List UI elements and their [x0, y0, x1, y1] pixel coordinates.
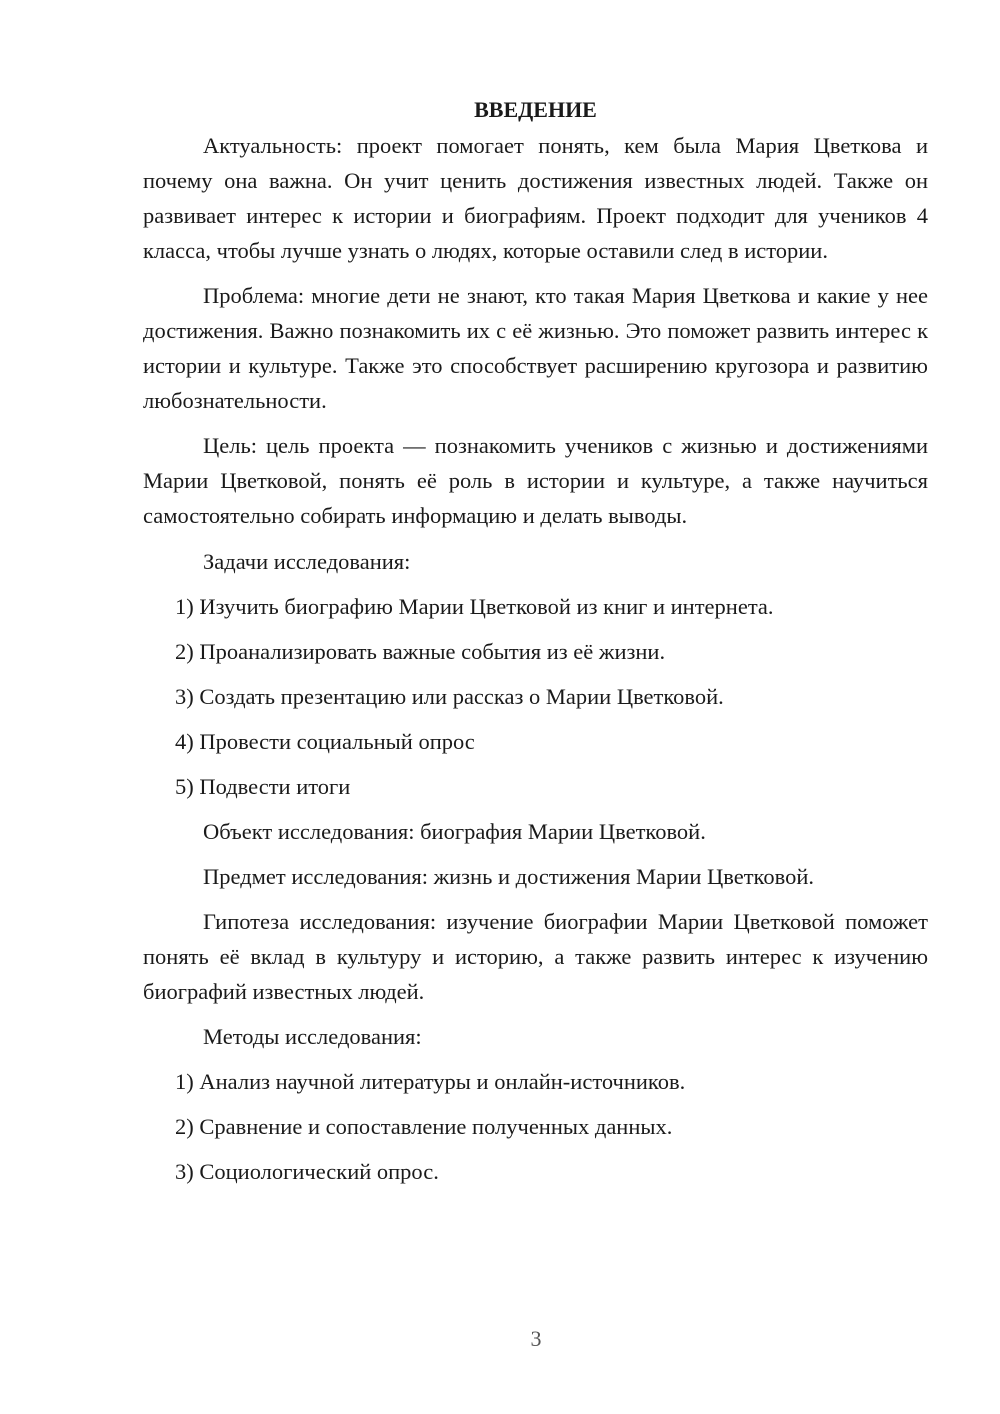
list-item: 2) Сравнение и сопоставление полученных данных.	[175, 1114, 673, 1139]
goal-paragraph: Цель: цель проекта — познакомить учеников с жизнью и достижениями Марии Цветковой, понять её роль в истории и культуре, а также научиться самостоятельно собирать информацию и делать выводы.	[143, 433, 928, 528]
page-number: 3	[530, 1326, 542, 1351]
section-heading: ВВЕДЕНИЕ	[474, 97, 597, 122]
research-subject: Предмет исследования: жизнь и достижения Марии Цветковой.	[203, 864, 814, 889]
methods-list	[143, 1064, 928, 1189]
research-object: Объект исследования: биография Марии Цветковой.	[203, 819, 706, 844]
list-item: 3) Создать презентацию или рассказ о Марии Цветковой.	[175, 684, 724, 709]
relevance-paragraph: Актуальность: проект помогает понять, кем была Мария Цветкова и почему она важна. Он учит ценить достижения известных людей. Также он развивает интерес к истории и биографиям. Проект подходит для учеников 4 класса, чтобы лучше узнать о людях, которые оставили след в истории.	[143, 133, 928, 263]
problem-paragraph: Проблема: многие дети не знают, кто такая Мария Цветкова и какие у нее достижения. Важно познакомить их с её жизнью. Это поможет развить интерес к истории и культуре. Также это способствует расширению кругозора и развитию любознательности.	[143, 283, 928, 413]
list-item: 2) Проанализировать важные события из её жизни.	[175, 639, 666, 664]
list-item: 4) Провести социальный опрос	[175, 729, 475, 754]
hypothesis-paragraph: Гипотеза исследования: изучение биографии Марии Цветковой поможет понять её вклад в культуру и историю, а также развить интерес к изучению биографий известных людей.	[143, 909, 928, 1004]
tasks-label: Задачи исследования:	[203, 549, 411, 574]
list-item: 3) Социологический опрос.	[175, 1159, 439, 1184]
tasks-list	[143, 589, 928, 804]
list-item: 1) Анализ научной литературы и онлайн-источников.	[175, 1069, 686, 1094]
list-item: 1) Изучить биографию Марии Цветковой из книг и интернета.	[175, 594, 774, 619]
page-content	[143, 92, 928, 1199]
list-item: 5) Подвести итоги	[175, 774, 351, 799]
methods-label: Методы исследования:	[203, 1024, 422, 1049]
